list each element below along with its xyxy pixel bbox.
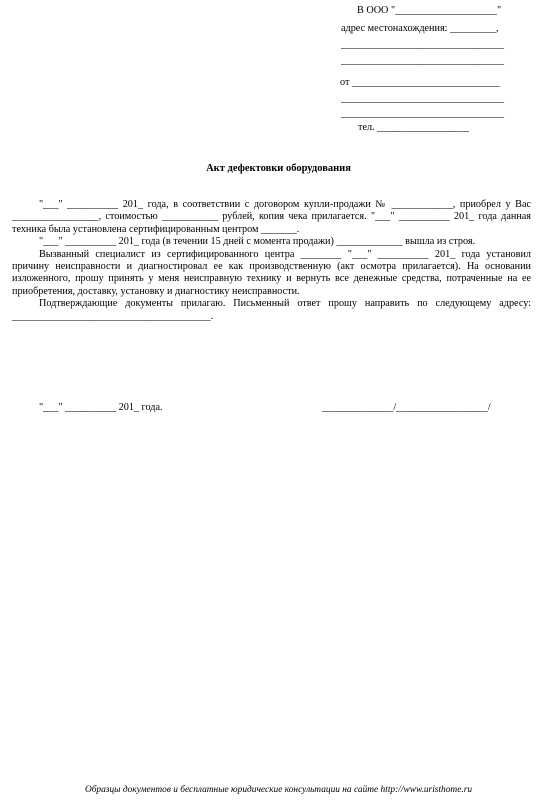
paragraph-documents: Подтверждающие документы прилагаю. Письменный ответ прошу направить по следующему адресу: _______________________________________. [12,298,531,322]
to-company-line: В ООО "____________________" [357,5,502,16]
document-body [12,199,531,323]
document-title: Акт дефектовки оборудования [206,163,351,174]
signature-date: "___" __________ 201_ года. [39,402,163,413]
signature-field: ______________/__________________/ [322,402,491,413]
from-label-line: от _____________________________ [340,77,500,88]
from-line-2: ________________________________ [341,108,504,119]
paragraph-diagnosis: Вызванный специалист из сертифицированного центра ________ "___" __________ 201_ года установил причину неисправности и диагностировал ее как производственную (акт осмотра прилагается). На основании изложенного, прошу принять у меня неисправную технику и вернуть все денежные средства, потраченные на ее приобретения, доставку, установку и диагностику неисправности. [12,248,531,297]
paragraph-purchase: "___" __________ 201_ года, в соответствии с договором купли-продажи № ____________, приобрел у Вас _________________, стоимостью ___________ рублей, копия чека прилагается. "___" __________ 201_ года данная техника была установлена сертифицированным центром _______. [12,199,531,235]
footer-note: Образцы документов и бесплатные юридические консультации на сайте http://www.uristhome.ru [84,785,473,795]
address-line-1: ________________________________ [341,39,504,50]
address-line-2: ________________________________ [341,55,504,66]
paragraph-failure: "___" __________ 201_ года (в течении 15 дней с момента продажи) _____________ вышла из строя. [39,236,476,248]
from-line-1: ________________________________ [341,93,504,104]
address-label-line: адрес местонахождения: _________, [341,23,499,34]
phone-label-line: тел. __________________ [358,122,469,133]
